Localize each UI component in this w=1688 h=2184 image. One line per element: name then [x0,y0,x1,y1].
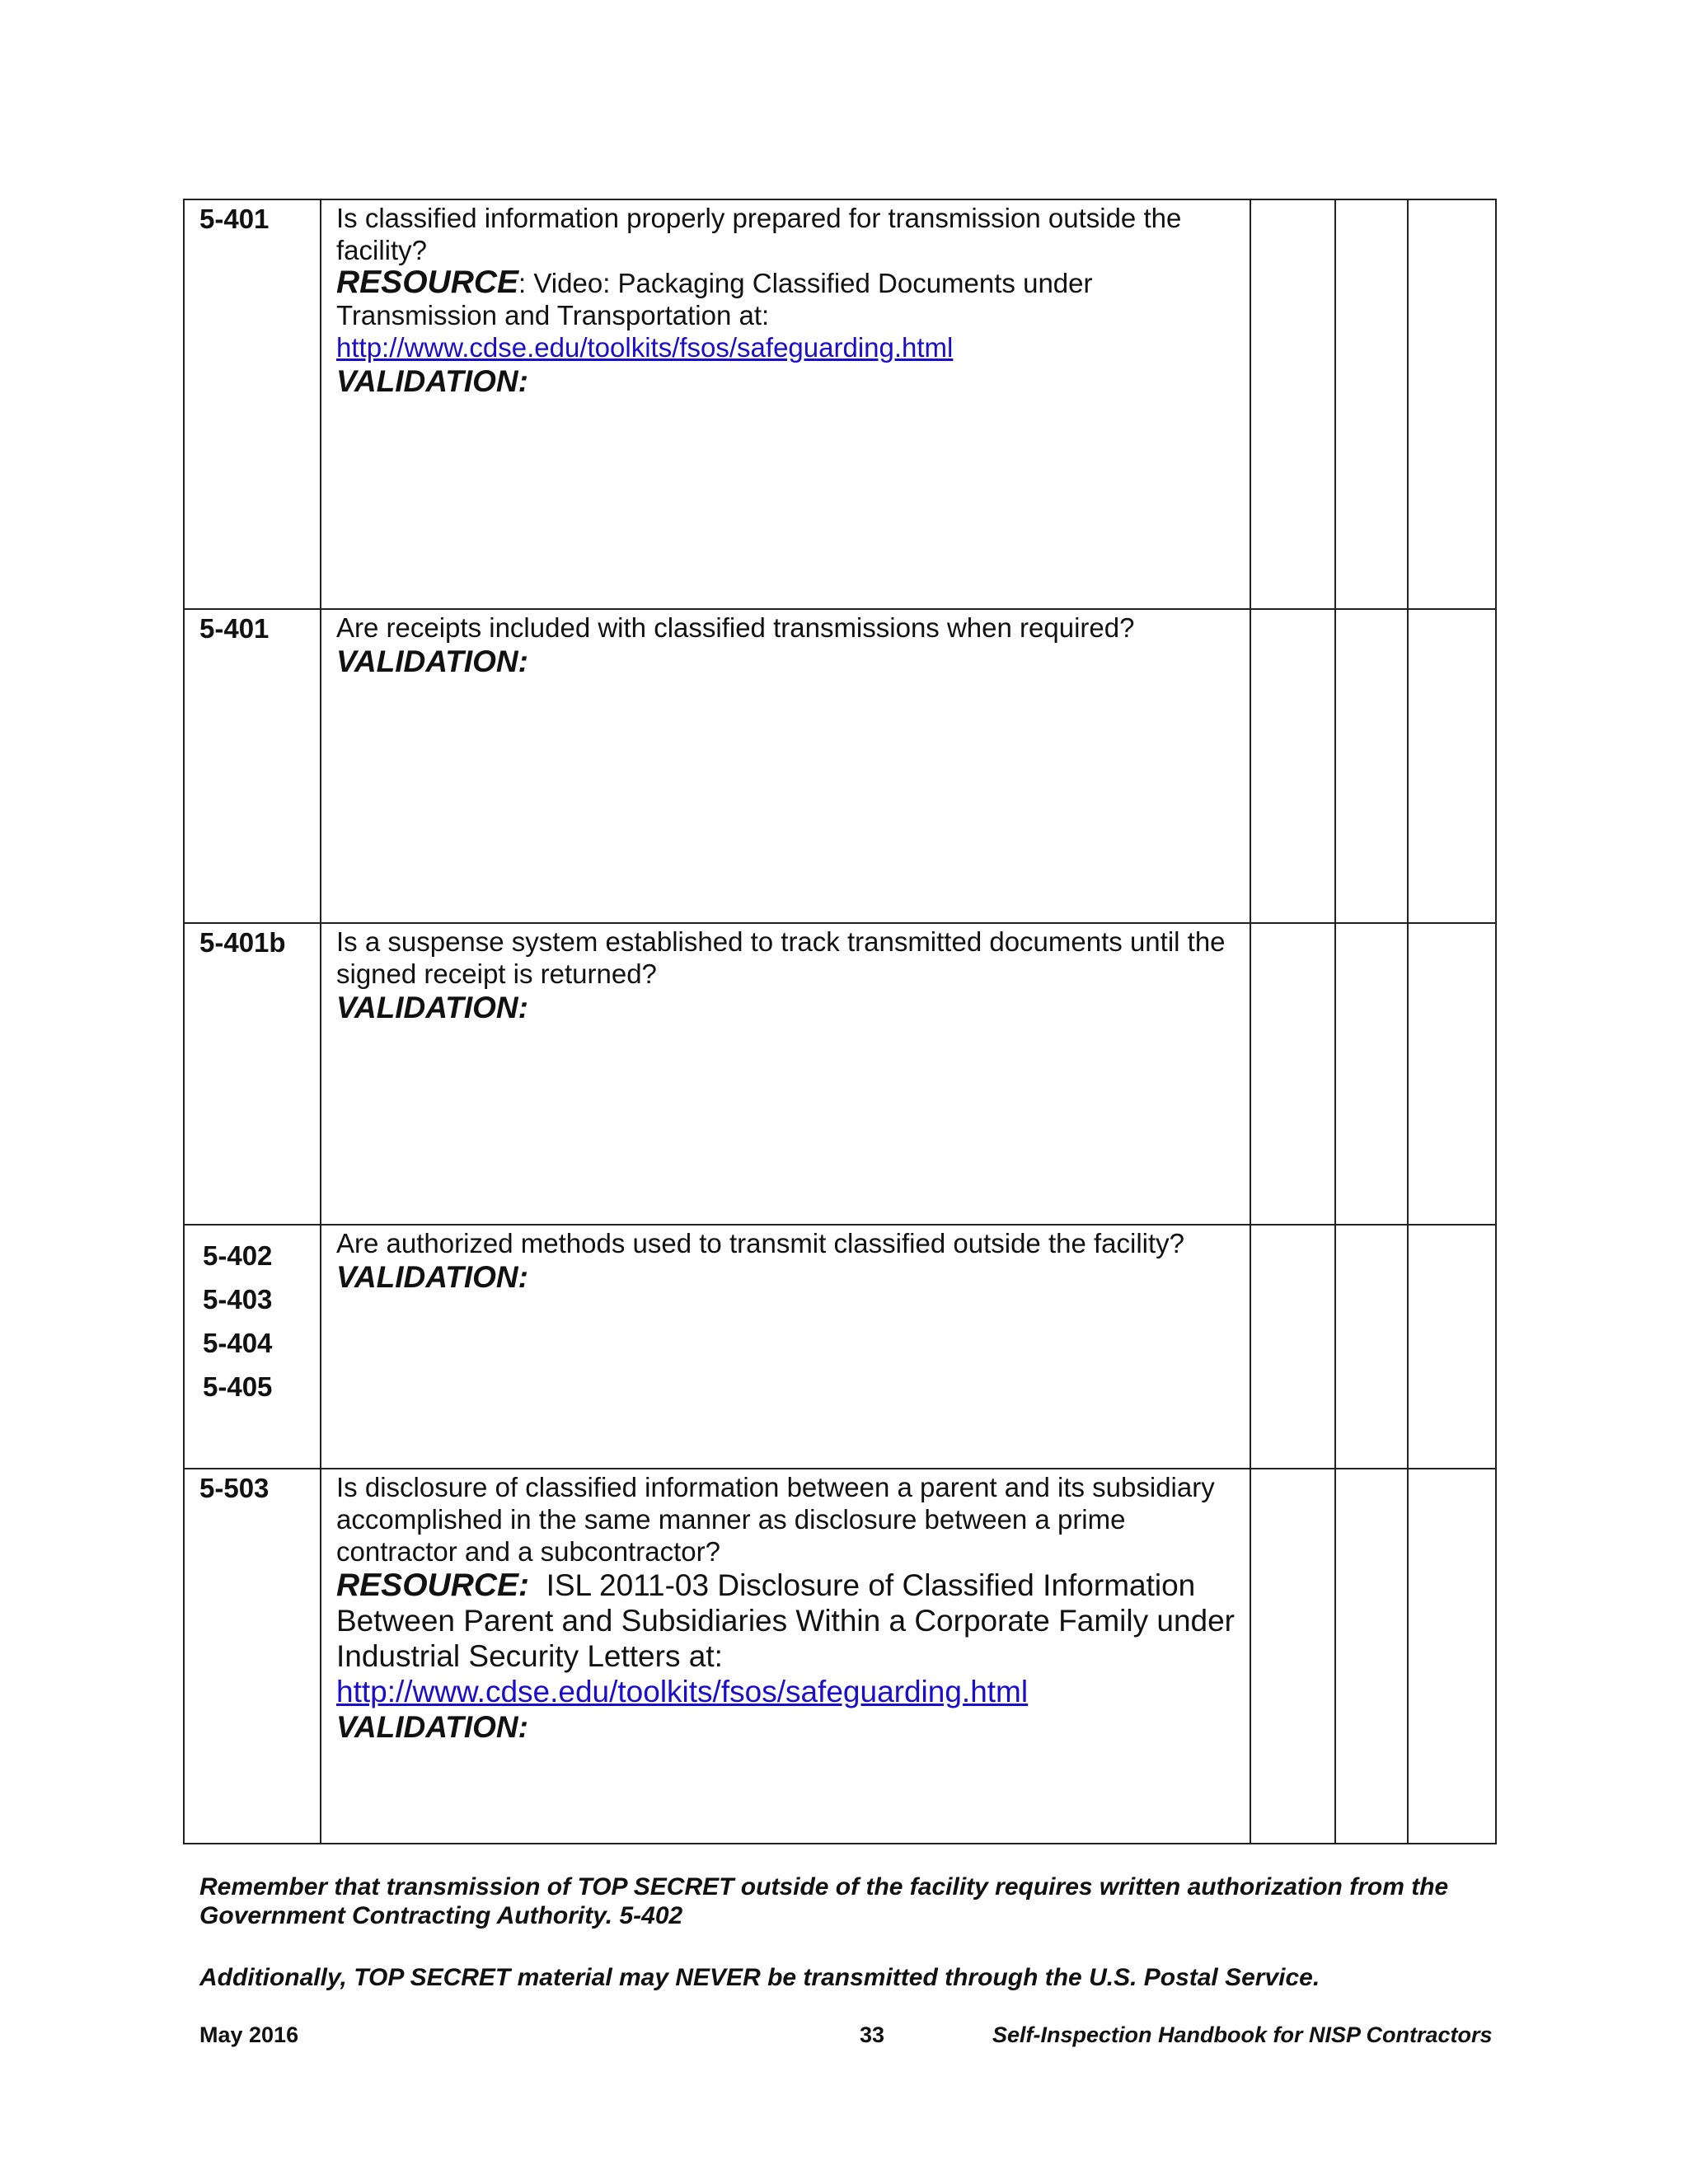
reference-5-403: 5-403 [203,1284,273,1315]
table-row [184,199,1496,609]
checkbox-cell[interactable] [1335,1225,1408,1469]
footer-document-title: Self-Inspection Handbook for NISP Contractors [992,2022,1493,2047]
checkbox-cell[interactable] [1250,923,1335,1225]
reference-5-405: 5-405 [203,1371,273,1402]
reference-5-402: 5-402 [203,1240,273,1271]
safeguarding-link[interactable]: http://www.cdse.edu/toolkits/fsos/safeguarding.html [336,1675,1029,1708]
question-text: Is a suspense system established to track transmitted documents until the signed receipt is returned? [336,926,1226,989]
page-number: 33 [860,2022,885,2047]
checkbox-cell[interactable] [1335,923,1408,1225]
reference-5-404: 5-404 [203,1328,273,1358]
question-text: Is classified information properly prepared for transmission outside the facility? [336,203,1182,265]
table-row [184,609,1496,923]
question-text: Are authorized methods used to transmit classified outside the facility? [336,1228,1185,1258]
checkbox-cell[interactable] [1250,199,1335,609]
table-row [184,1469,1496,1844]
checkbox-cell[interactable] [1250,1225,1335,1469]
safeguarding-link[interactable]: http://www.cdse.edu/toolkits/fsos/safeguarding.html [336,332,954,363]
resource-text: ISL 2011-03 Disclosure of Classified Information Between Parent and Subsidiaries Within a Corporate Family under Industrial Security Letters at: [336,1568,1236,1673]
resource-text: : Video: Packaging Classified Documents under Transmission and Transportation at: [336,268,1093,330]
validation-label: VALIDATION: [336,644,528,678]
validation-label: VALIDATION: [336,1260,528,1294]
reference-cell [184,1225,321,1469]
footer-date: May 2016 [199,2022,299,2047]
validation-label: VALIDATION: [336,364,528,398]
checkbox-cell[interactable] [1335,1469,1408,1844]
checkbox-cell[interactable] [1250,1469,1335,1844]
reference-cell: 5-401b [184,923,321,1225]
checkbox-cell[interactable] [1408,923,1496,1225]
resource-label: RESOURCE [336,265,519,300]
top-secret-authorization-note: Remember that transmission of TOP SECRET outside of the facility requires written authorization from the Government Contracting Authority. 5-402 [199,1873,1449,1929]
checkbox-cell[interactable] [1408,1469,1496,1844]
reference-cell: 5-503 [184,1469,321,1844]
question-cell [321,609,1250,923]
resource-label: RESOURCE: [336,1568,530,1603]
postal-service-note: Additionally, TOP SECRET material may NEVER be transmitted through the U.S. Postal Service. [199,1964,1320,1991]
checkbox-cell[interactable] [1250,609,1335,923]
checkbox-cell[interactable] [1408,1225,1496,1469]
reference-cell: 5-401 [184,199,321,609]
checkbox-cell[interactable] [1408,199,1496,609]
checkbox-cell[interactable] [1335,609,1408,923]
question-cell [321,199,1250,609]
validation-label: VALIDATION: [336,991,528,1024]
self-inspection-checklist-table [183,199,1497,1844]
table-row [184,1225,1496,1469]
checkbox-cell[interactable] [1335,199,1408,609]
validation-label: VALIDATION: [336,1710,528,1744]
question-cell [321,923,1250,1225]
question-text: Are receipts included with classified transmissions when required? [336,612,1135,643]
checkbox-cell[interactable] [1408,609,1496,923]
question-cell [321,1469,1250,1844]
reference-cell: 5-401 [184,609,321,923]
question-cell [321,1225,1250,1469]
table-row [184,923,1496,1225]
question-text: Is disclosure of classified information between a parent and its subsidiary accomplished in the same manner as disclosure between a prime contractor and a subcontractor? [336,1472,1215,1567]
